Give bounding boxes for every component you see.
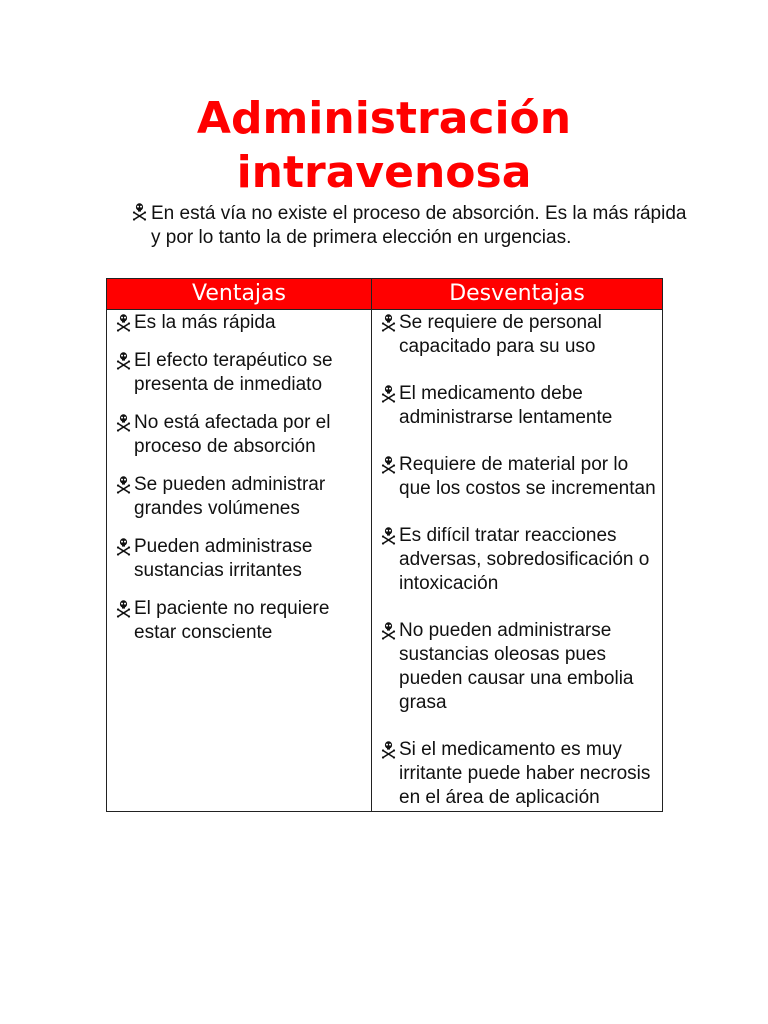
header-ventajas: Ventajas (107, 279, 372, 310)
list-item (372, 453, 662, 501)
header-desventajas: Desventajas (372, 279, 663, 310)
skull-crossbones-icon (381, 740, 396, 760)
skull-crossbones-icon (381, 313, 396, 333)
desventajas-list (372, 311, 662, 810)
skull-crossbones-icon (381, 455, 396, 475)
list-item (107, 349, 371, 397)
ventajas-list (107, 311, 371, 645)
list-item-text: Pueden administrase sustancias irritantes (134, 536, 313, 581)
list-item (107, 535, 371, 583)
table-body-row (107, 310, 663, 812)
skull-crossbones-icon (116, 599, 131, 619)
list-item-text: Requiere de material por lo que los costos se incrementan (399, 454, 656, 499)
list-item (372, 524, 662, 596)
skull-crossbones-icon (381, 621, 396, 641)
intro-paragraph (132, 202, 691, 250)
list-item-text: No pueden administrarse sustancias oleosas pues pueden causar una embolia grasa (399, 620, 634, 713)
skull-crossbones-icon (116, 537, 131, 557)
skull-crossbones-icon (381, 384, 396, 404)
skull-crossbones-icon (116, 313, 131, 333)
list-item-text: El medicamento debe administrarse lentamente (399, 383, 613, 428)
list-item (107, 411, 371, 459)
list-item-text: Se pueden administrar grandes volúmenes (134, 474, 326, 519)
skull-crossbones-icon (116, 351, 131, 371)
skull-crossbones-icon (116, 413, 131, 433)
skull-crossbones-icon (132, 202, 147, 222)
table-header-row (107, 279, 663, 310)
intro-text: En está vía no existe el proceso de absorción. Es la más rápida y por lo tanto la de primera elección en urgencias. (151, 203, 687, 248)
list-item (107, 473, 371, 521)
comparison-table (106, 278, 663, 812)
list-item (372, 311, 662, 359)
skull-crossbones-icon (381, 526, 396, 546)
list-item-text: El paciente no requiere estar consciente (134, 598, 330, 643)
list-item (107, 311, 371, 335)
desventajas-cell (372, 310, 663, 812)
list-item (107, 597, 371, 645)
list-item-text: Es la más rápida (134, 312, 276, 333)
list-item-text: Se requiere de personal capacitado para su uso (399, 312, 602, 357)
list-item-text: Es difícil tratar reacciones adversas, sobredosificación o intoxicación (399, 525, 650, 594)
skull-crossbones-icon (116, 475, 131, 495)
list-item (372, 382, 662, 430)
intro-bullet (132, 203, 151, 224)
ventajas-cell (107, 310, 372, 812)
list-item (372, 738, 662, 810)
page-title (0, 92, 768, 200)
list-item-text: Si el medicamento es muy irritante puede haber necrosis en el área de aplicación (399, 739, 651, 808)
title-line-1: Administración (196, 93, 572, 144)
list-item-text: El efecto terapéutico se presenta de inmediato (134, 350, 333, 395)
title-line-2: intravenosa (236, 147, 532, 198)
list-item-text: No está afectada por el proceso de absorción (134, 412, 331, 457)
list-item (372, 619, 662, 715)
